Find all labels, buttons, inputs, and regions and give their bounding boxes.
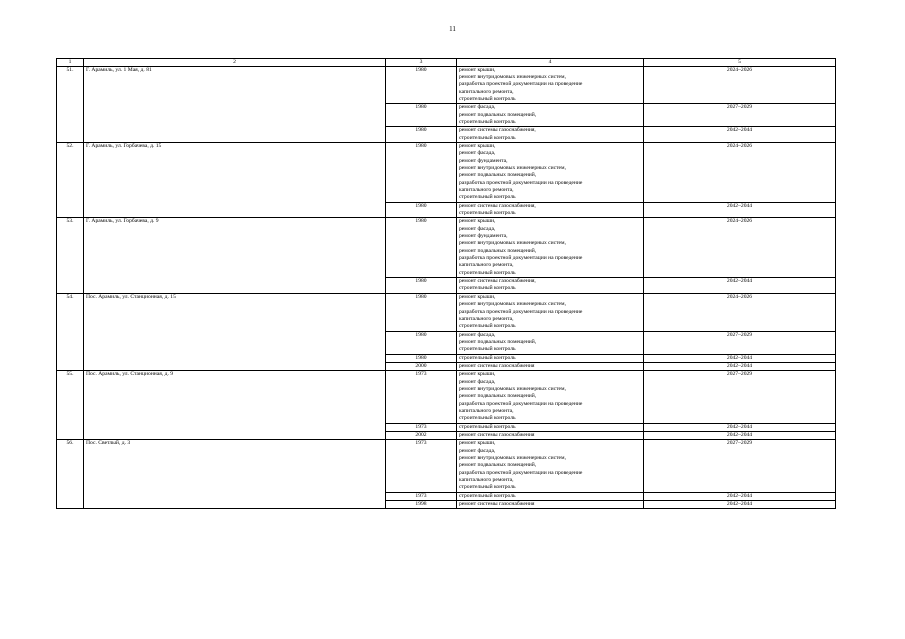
work-item: капитального ремонта,: [459, 477, 514, 484]
works-cell: [457, 371, 644, 423]
work-item: ремонт подвальных помещений,: [459, 111, 537, 118]
year-cell: 1980: [386, 293, 457, 331]
year-cell: 1980: [386, 278, 457, 294]
table-row: [57, 440, 836, 492]
work-item: ремонт фасада,: [459, 378, 496, 385]
period-cell: 2042–2044: [644, 278, 836, 294]
work-item: разработка проектной документации на проведение: [459, 179, 583, 186]
work-item: ремонт системы газоснабжения,: [459, 202, 536, 209]
works-cell: [457, 278, 644, 294]
work-item: строительный контроль: [459, 95, 516, 102]
work-item: ремонт крыши,: [459, 66, 496, 73]
table-row: [57, 218, 836, 278]
work-item: ремонт фасада,: [459, 104, 496, 111]
work-item: капитального ремонта,: [459, 315, 514, 322]
header-cell: 2: [84, 59, 386, 67]
works-cell: [457, 440, 644, 492]
table-row: [57, 293, 836, 331]
table-row: [57, 371, 836, 423]
work-item: ремонт внутридомовых инженерных систем,: [459, 385, 566, 392]
period-cell: 2042–2044: [644, 354, 836, 362]
works-cell: [457, 501, 644, 509]
work-item: строительный контроль: [459, 354, 516, 361]
work-item: ремонт крыши,: [459, 440, 496, 447]
period-cell: 2042–2044: [644, 501, 836, 509]
period-cell: 2042–2044: [644, 362, 836, 370]
year-cell: 1980: [386, 331, 457, 354]
year-cell: 1980: [386, 354, 457, 362]
works-cell: [457, 142, 644, 202]
work-item: разработка проектной документации на проведение: [459, 81, 583, 88]
row-number: 55.: [57, 371, 84, 440]
row-number: 51.: [57, 66, 84, 142]
year-cell: 1980: [386, 202, 457, 218]
year-cell: 1980: [386, 142, 457, 202]
work-item: ремонт крыши,: [459, 218, 496, 225]
period-cell: 2042–2044: [644, 492, 836, 500]
year-cell: 1973: [386, 492, 457, 500]
work-item: ремонт системы газоснабжения: [459, 432, 535, 438]
work-item: ремонт фундамента,: [459, 157, 508, 164]
work-item: ремонт системы газоснабжения,: [459, 127, 536, 134]
work-item: ремонт фундамента,: [459, 233, 508, 240]
year-cell: 1980: [386, 104, 457, 127]
work-item: строительный контроль: [459, 415, 516, 422]
capital-repair-table: [56, 58, 836, 509]
work-item: разработка проектной документации на проведение: [459, 255, 583, 262]
works-cell: [457, 127, 644, 143]
works-cell: [457, 331, 644, 354]
year-cell: 1973: [386, 371, 457, 423]
row-number: 52.: [57, 142, 84, 217]
work-item: строительный контроль: [459, 134, 516, 141]
work-item: ремонт фасада,: [459, 150, 496, 157]
table-body: [57, 66, 836, 509]
work-item: ремонт подвальных помещений,: [459, 247, 537, 254]
work-item: ремонт внутридомовых инженерных систем,: [459, 301, 566, 308]
table-row: [57, 142, 836, 202]
row-number: 56.: [57, 440, 84, 509]
year-cell: 1980: [386, 218, 457, 278]
period-cell: 2027–2029: [644, 371, 836, 423]
works-cell: [457, 423, 644, 431]
work-item: ремонт подвальных помещений,: [459, 462, 537, 469]
period-cell: 2024–2026: [644, 218, 836, 278]
period-cell: 2027–2029: [644, 440, 836, 492]
work-item: строительный контроль: [459, 346, 516, 353]
address-cell: Г. Арамиль, ул. 1 Мая, д. 81: [84, 66, 386, 142]
work-item: ремонт системы газоснабжения: [459, 501, 535, 508]
row-number: 53.: [57, 218, 84, 293]
work-item: капитального ремонта,: [459, 187, 514, 193]
work-item: строительный контроль: [459, 269, 516, 276]
work-item: ремонт фасада,: [459, 331, 496, 338]
header-cell: 4: [457, 59, 644, 67]
work-item: ремонт крыши,: [459, 371, 496, 378]
work-item: строительный контроль: [459, 484, 516, 491]
address-cell: Пос. Арамиль, ул. Станционная, д. 15: [84, 293, 386, 370]
work-item: капитального ремонта,: [459, 407, 514, 414]
year-cell: 1980: [386, 127, 457, 143]
work-item: капитального ремонта,: [459, 88, 514, 95]
work-item: ремонт подвальных помещений,: [459, 172, 537, 179]
works-cell: [457, 432, 644, 440]
works-cell: [457, 354, 644, 362]
period-cell: 2024–2026: [644, 66, 836, 104]
year-cell: 1973: [386, 423, 457, 431]
work-item: ремонт системы газоснабжения,: [459, 278, 536, 285]
header-cell: 5: [644, 59, 836, 67]
address-cell: Пос. Светлый, д. 3: [84, 440, 386, 509]
year-cell: 1998: [386, 501, 457, 509]
year-cell: 2002: [386, 432, 457, 440]
period-cell: 2042–2044: [644, 202, 836, 218]
work-item: строительный контроль: [459, 323, 516, 330]
works-cell: [457, 492, 644, 500]
address-cell: Г. Арамиль, ул. Горбачева, д. 15: [84, 142, 386, 217]
work-item: ремонт крыши,: [459, 142, 496, 149]
period-cell: 2024–2026: [644, 142, 836, 202]
header-cell: 1: [57, 59, 84, 67]
page-number: 11: [449, 25, 456, 33]
work-item: ремонт системы газоснабжения: [459, 362, 535, 369]
header-cell: 3: [386, 59, 457, 67]
table-row: [57, 66, 836, 104]
address-cell: Г. Арамиль, ул. Горбачева, д. 9: [84, 218, 386, 293]
work-item: строительный контроль: [459, 210, 516, 217]
work-item: разработка проектной документации на проведение: [459, 400, 583, 407]
work-item: строительный контроль: [459, 285, 516, 292]
year-cell: 1980: [386, 66, 457, 104]
work-item: ремонт внутридомовых инженерных систем,: [459, 73, 566, 80]
work-item: строительный контроль: [459, 118, 516, 125]
period-cell: 2042–2044: [644, 423, 836, 431]
period-cell: 2042–2044: [644, 127, 836, 143]
work-item: ремонт подвальных помещений,: [459, 338, 537, 345]
work-item: строительный контроль: [459, 492, 516, 499]
works-cell: [457, 293, 644, 331]
year-cell: 1973: [386, 440, 457, 492]
work-item: ремонт фасада,: [459, 447, 496, 454]
work-item: разработка проектной документации на проведение: [459, 308, 583, 315]
work-item: строительный контроль: [459, 194, 516, 201]
period-cell: 2024–2026: [644, 293, 836, 331]
row-number: 54.: [57, 293, 84, 370]
works-cell: [457, 66, 644, 104]
work-item: ремонт внутридомовых инженерных систем,: [459, 455, 566, 462]
work-item: разработка проектной документации на проведение: [459, 469, 583, 476]
work-item: капитального ремонта,: [459, 262, 514, 269]
work-item: ремонт внутридомовых инженерных систем,: [459, 164, 566, 171]
period-cell: 2027–2029: [644, 104, 836, 127]
works-cell: [457, 202, 644, 218]
work-item: строительный контроль: [459, 423, 516, 430]
table-header-row: [57, 59, 836, 67]
work-item: ремонт внутридомовых инженерных систем,: [459, 240, 566, 247]
works-cell: [457, 362, 644, 370]
address-cell: Пос. Арамиль, ул. Станционная, д. 9: [84, 371, 386, 440]
works-cell: [457, 104, 644, 127]
period-cell: 2042–2044: [644, 432, 836, 440]
work-item: ремонт фасада,: [459, 225, 496, 232]
period-cell: 2027–2029: [644, 331, 836, 354]
year-cell: 2000: [386, 362, 457, 370]
works-cell: [457, 218, 644, 278]
work-item: ремонт крыши,: [459, 293, 496, 300]
work-item: ремонт подвальных помещений,: [459, 393, 537, 400]
